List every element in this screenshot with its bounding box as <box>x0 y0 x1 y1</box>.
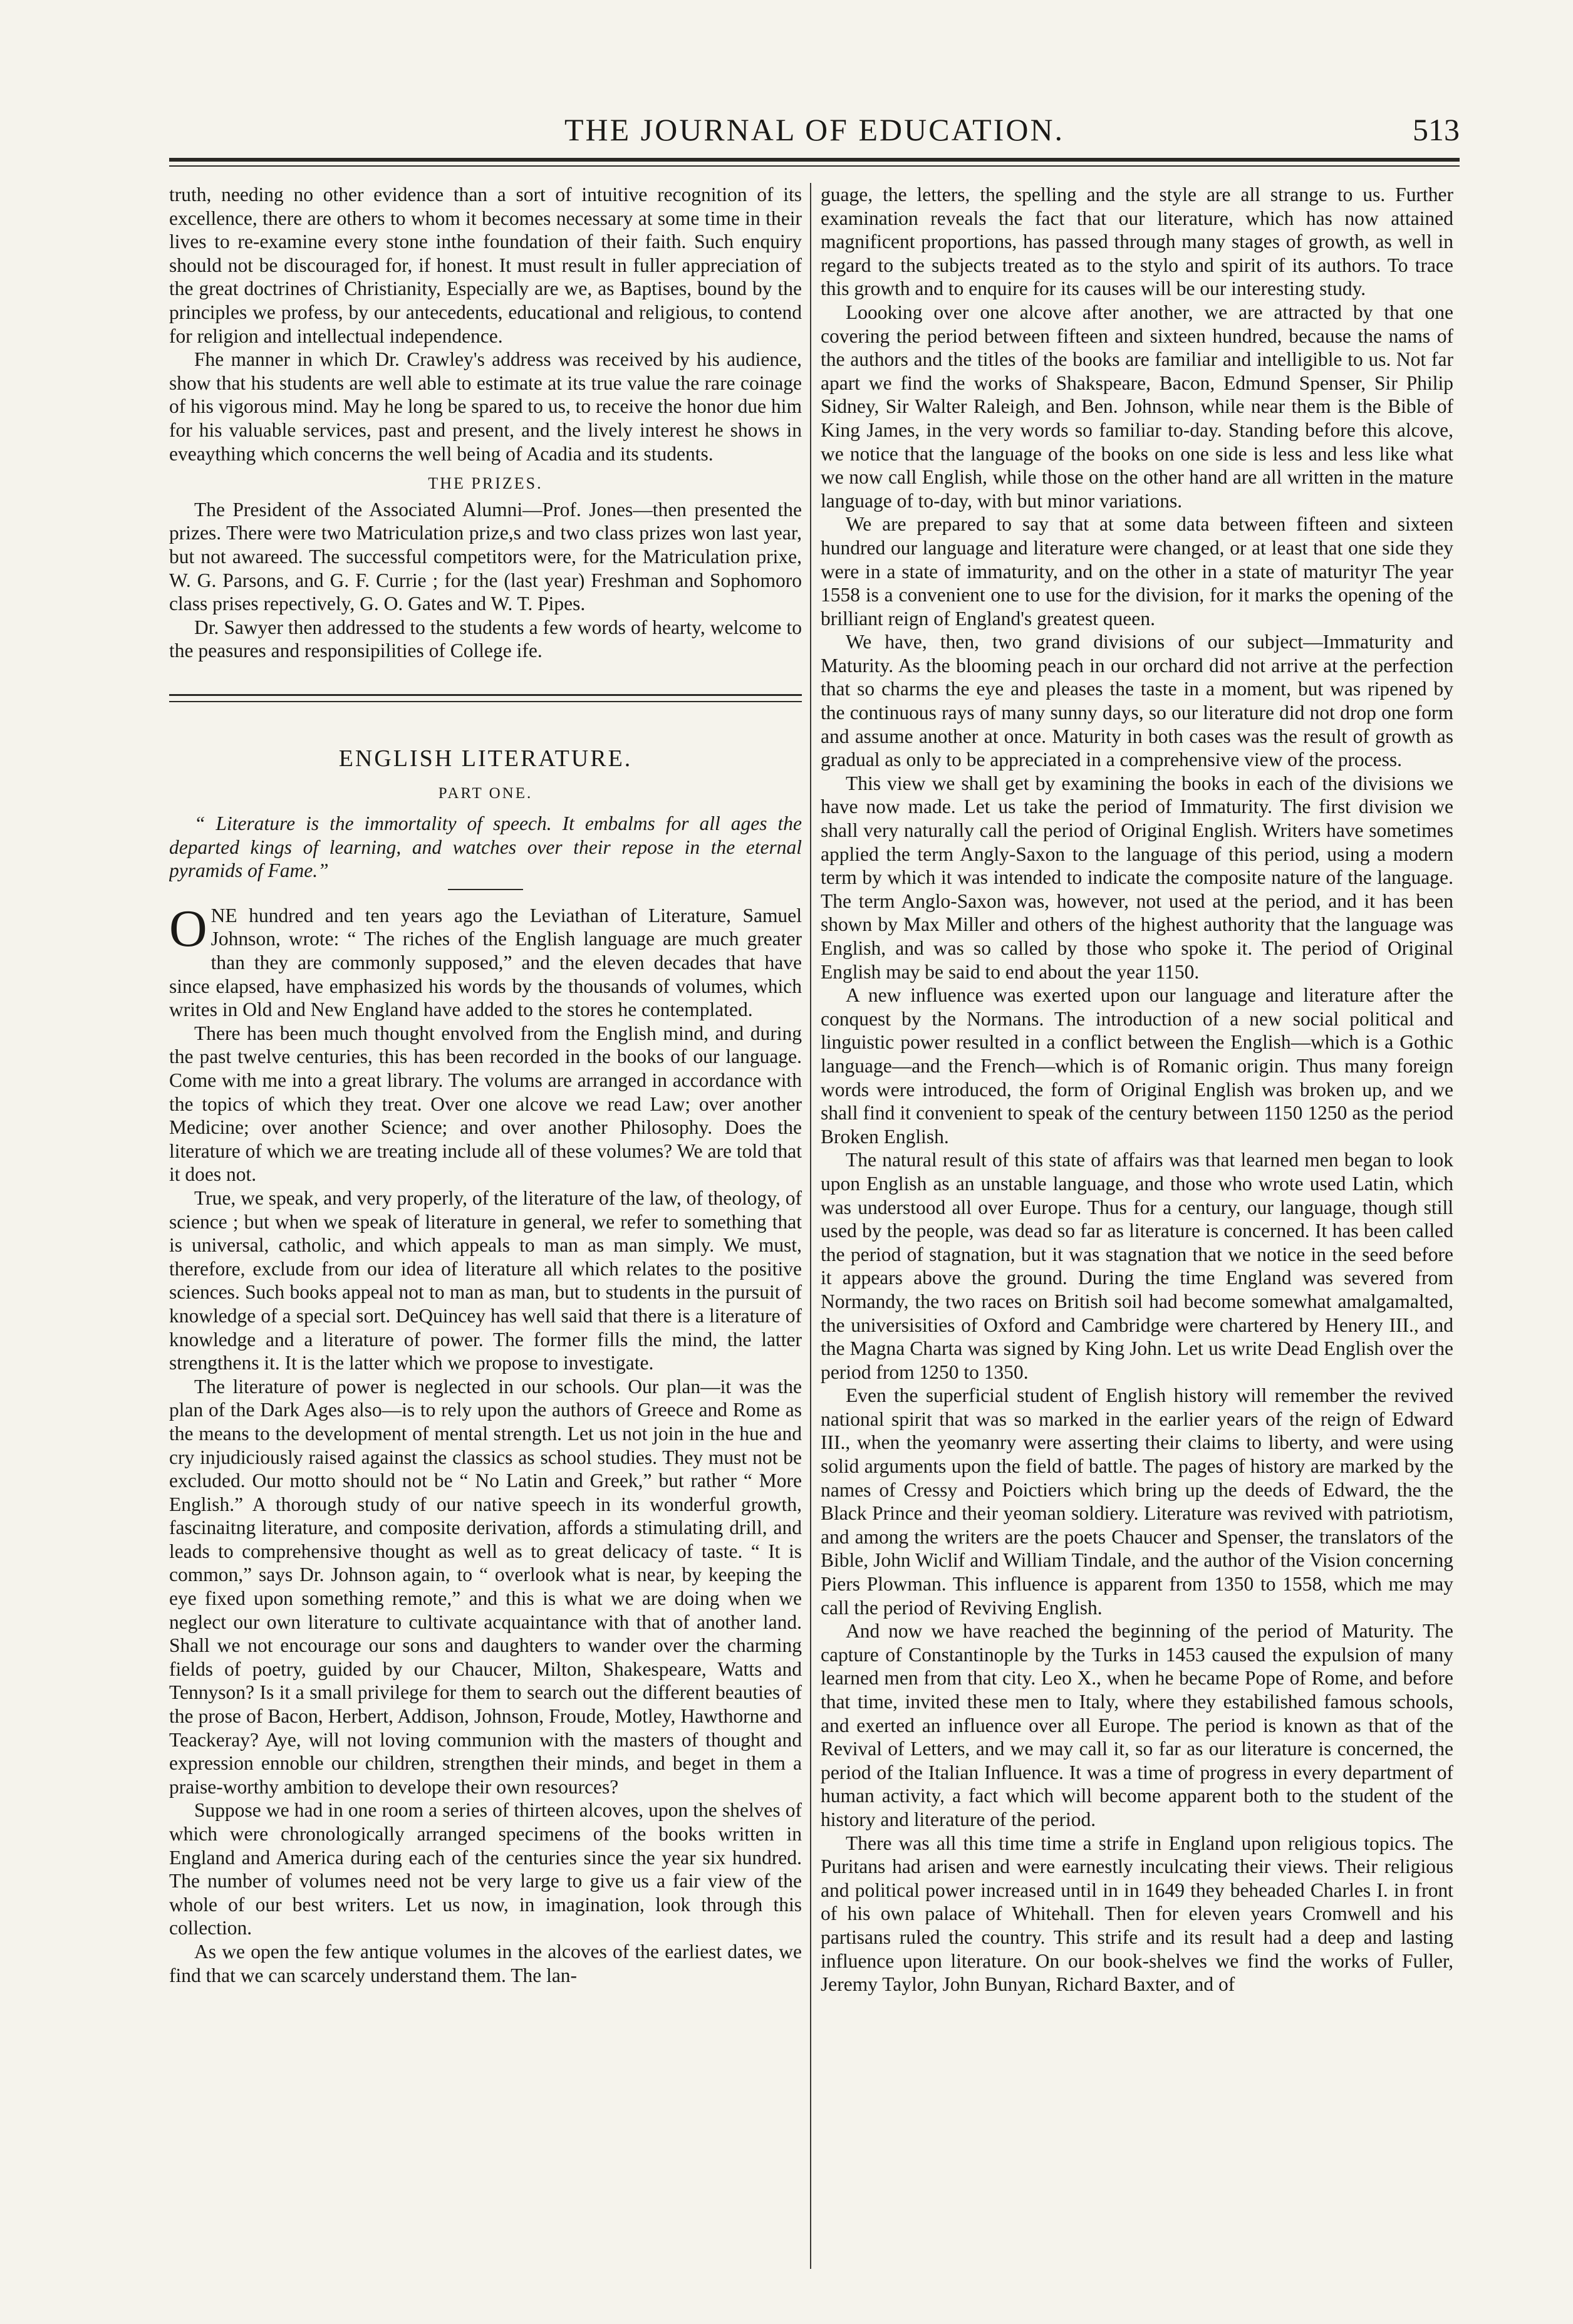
paragraph: The natural result of this state of affairs was that learned men began to look upon English as an unstable language, and those who wrote used Latin, which was understood all over Europe. Thus for a century, our language, though still used by the people, was dead so far as literature is concerned. It has been called the period of stagnation, but it was stagnation that we notice in the seed before it appears above the ground. During the time England was severed from Normandy, the two races on British soil had become somewhat amalgamalted, the universisities of Oxford and Cambridge were chartered by Henery III., and the Magna Charta was signed by King John. Let us write Dead English over the period from 1250 to 1350. <box>821 1149 1453 1383</box>
paragraph: And now we have reached the beginning of the period of Maturity. The capture of Constantinople by the Turks in 1453 caused the expulsion of many learned men from that city. Leo X., when he became Pope of Rome, and before that time, invited these men to Italy, where they estabilished famous schools, and exerted an influence over all Europe. The period is known as that of the Revival of Letters, and we may call it, so far as our literature is concerned, the period of the Italian Influence. It was a time of progress in every department of human activity, a fact which will become apparent both to the student of the history and literature of the period. <box>821 1620 1453 1830</box>
prizes-heading: THE PRIZES. <box>428 474 543 493</box>
epigraph-rule <box>448 889 523 890</box>
page-number: 513 <box>1413 112 1460 147</box>
separator-line <box>169 701 802 702</box>
paragraph: The President of the Associated Alumni—Prof. Jones—then presented the prizes. There were two Matriculation prize,s and two class prizes won last year, but not awareed. The successful competitors were, for the Matriculation prixe, W. G. Parsons, and G. F. Currie ; for the (last year) Freshman and Sophomoro class prises repectively, G. O. Gates and W. T. Pipes. <box>169 498 802 615</box>
paragraph: As we open the few antique volumes in the alcoves of the earliest dates, we find that we can scarcely understand them. The lan- <box>169 1940 802 1986</box>
paragraph: guage, the letters, the spelling and the style are all strange to us. Further examination reveals the fact that our literature, which has now attained magnificent proportions, has passed through many stages of growth, as well in regard to the subjects treated as to the stylo and spirit of its authors. To trace this growth and to enquire for its causes will be our interesting study. <box>821 184 1453 300</box>
paragraph: Even the superficial student of English history will remember the revived national spirit that was so marked in the earlier years of the reign of Edward III., when the yeomanry were asserting their claims to liberty, and were using solid arguments upon the field of battle. The pages of history are marked by the names of Cressy and Poictiers which bring up the deeds of Edward, the the Black Prince and their yeoman soldiery. Literature was revived with patriotism, and among the writers are the poets Chaucer and Spenser, the translators of the Bible, John Wiclif and William Tindale, and the author of the Vision concerning Piers Plowman. This influence is apparent from 1350 to 1558, which me may call the period of Reviving English. <box>821 1384 1453 1619</box>
column-divider <box>810 183 811 2269</box>
paragraph: A new influence was exerted upon our language and literature after the conquest by the Normans. The introduction of a new social political and linguistic power resulted in a conflict between the English—which is a Gothic language—and the French—which is of Romanic origin. Thus many foreign words were introduced, the form of Original English was broken up, and we shall find it convenient to speak of the century between 1150 1250 as the period Broken English. <box>821 984 1453 1148</box>
paragraph: Dr. Sawyer then addressed to the students a few words of hearty, welcome to the peasures and responsipilities of College ife. <box>169 616 802 662</box>
paragraph: Fhe manner in which Dr. Crawley's address was received by his audience, show that his students are well able to estimate at its true value the rare coinage of his vigorous mind. May he long be spared to us, to receive the honor due him for his valuable services, past and present, and the lively interest he shows in eveaything which concerns the well being of Acadia and its students. <box>169 348 802 465</box>
opening-paragraph: ONE hundred and ten years ago the Leviathan of Literature, Samuel Johnson, wrote: “ The riches of the English language are much greater than they are commonly supposed,” and the eleven decades that have since elapsed, have emphasized his words by the thousands of volumes, which writes in Old and New England have added to the stores he contemplated. <box>169 899 802 1021</box>
separator-line <box>169 694 802 696</box>
paragraph: The literature of power is neglected in our schools. Our plan—it was the plan of the Dark Ages also—is to rely upon the authors of Greece and Rome as the means to the development of mental strength. Let us not join in the hue and cry injudiciously raised against the classics as school studies. They must not be excluded. Our motto should not be “ No Latin and Greek,” but rather “ More English.” A thorough study of our native speech in its wonderful growth, fascinaitng literature, and composite derivation, affords a stimulating drill, and leads to comprehensive thought as well as to great delicacy of taste. “ It is common,” says Dr. Johnson again, to “ overlook what is near, by keeping the eye fixed upon something remote,” and this is what we are doing when we neglect our own literature to cultivate acquaintance with that of another land. Shall we not encourage our sons and daughters to wander over the charming fields of poetry, guided by our Chaucer, Milton, Shakespeare, Watts and Tennyson? Is it a small privilege for them to search out the different beauties of the prose of Bacon, Herbert, Addison, Johnson, Froude, Motley, Hawthorne and Teackeray? Aye, will not loving communion with the masters of thought and expression ennoble our children, strengthen their minds, and beget in them a praise-worthy ambition to develope their own resources? <box>169 1375 802 1798</box>
page-header <box>169 110 1460 149</box>
left-column <box>169 183 802 2269</box>
paragraph: This view we shall get by examining the books in each of the divisions we have now made. Let us take the period of Immaturity. The first division we shall very naturally call the period of Original English. Writers have sometimes applied the term Angly-Saxon to the language of this period, using a modern term by which it was intended to indicate the composite nature of the language. The term Anglo-Saxon was, however, not used at the period, and it has been shown by Max Miller and others of the highest authority that the language was English, and was so called by those who spoke it. The period of Original English may be said to end about the year 1150. <box>821 772 1453 983</box>
header-rule-thin <box>169 165 1460 167</box>
epigraph: “ Literature is the immortality of speech. It embalms for all ages the departed kings of learning, and watches over their repose in the eternal pyramids of Fame.” <box>169 812 802 882</box>
paragraph: There has been much thought envolved from the English mind, and during the past twelve centuries, this has been recorded in the books of our language. Come with me into a great library. The volums are arranged in accordance with the topics of which they treat. Over one alcove we read Law; over another Medicine; over another Science; and over another Philosophy. Does the literature of which we are treating include all of these volumes? We are told that it does not. <box>169 1022 802 1186</box>
paragraph: True, we speak, and very properly, of the literature of the law, of theology, of science ; but when we speak of literature in general, we refer to something that is universal, catholic, and which appeals to man as man simply. We must, therefore, exclude from our idea of literature all which relates to the positive sciences. Such books appeal not to man as man, but to students in the pursuit of knowledge of a special sort. DeQuincey has well said that there is a literature of knowledge and a literature of power. The former fills the mind, the latter strengthens it. It is the latter which we propose to investigate. <box>169 1186 802 1374</box>
section-separator <box>169 694 802 702</box>
paragraph: Suppose we had in one room a series of thirteen alcoves, upon the shelves of which were chronologically arranged specimens of the books written in England and America during each of the centuries since the year six hundred. The number of volumes need not be very large to give us a fair view of the whole of our best writers. Let us now, in imagination, look through this collection. <box>169 1799 802 1939</box>
paragraph: There was all this time time a strife in England upon religious topics. The Puritans had arisen and were earnestly inculcating their views. Their religious and political power increased until in in 1649 they beheaded Charles I. in front of his own palace of Whitehall. Then for eleven years Cromwell and his partisans ruled the country. This strife and its result had a deep and lasting influence upon literature. On our book-shelves we find the works of Fuller, Jeremy Taylor, John Bunyan, Richard Baxter, and of <box>821 1832 1453 1996</box>
journal-title: THE JOURNAL OF EDUCATION. <box>564 112 1065 147</box>
paragraph: We are prepared to say that at some data between fifteen and sixteen hundred our language and literature were changed, or at least that one side they were in a state of immaturity, and on the other in a state of maturityr The year 1558 is a convenient one to use for the division, for it marks the opening of the brilliant reign of England's greatest queen. <box>821 513 1453 630</box>
paragraph: truth, needing no other evidence than a sort of intuitive recognition of its excellence, there are others to whom it becomes necessary at some time in their lives to re-examine every stone inthe foundation of their faith. Such enquiry should not be discouraged for, if honest. It must result in fuller appreciation of the great doctrines of Christianity, Especially are we, as Baptises, bound by the principles we profess, by our antecedents, educational and religious, to contend for religion and intellectual independence. <box>169 184 802 347</box>
article-title: ENGLISH LITERATURE. <box>338 745 633 772</box>
paragraph: We have, then, two grand divisions of our subject—Immaturity and Maturity. As the blooming peach in our orchard did not arrive at the perfection that so charms the eye and pleases the taste in a moment, but was ripened by the continuous rays of many sunny days, so our literature did not drop one form and assume another at once. Maturity in both cases was the result of growth as gradual as only to be appreciated in a comprehensive view of the process. <box>821 631 1453 771</box>
part-label: PART ONE. <box>438 785 533 802</box>
header-rule-thick <box>169 158 1460 162</box>
paragraph: Loooking over one alcove after another, we are attracted by that one covering the period between fifteen and sixteen hundred, because the nams of the authors and the titles of the books are familiar and intelligible to us. Not far apart we find the works of Shakspeare, Bacon, Edmund Spenser, Sir Philip Sidney, Sir Walter Raleigh, and Ben. Johnson, while near them is the Bible of King James, in the very words so familiar to-day. Standing before this alcove, we notice that the language of the books on one side is less and less like what we now call English, while those on the other hand are all written in the mature language of to-day, with but minor variations. <box>821 301 1453 512</box>
right-column <box>821 183 1453 2269</box>
